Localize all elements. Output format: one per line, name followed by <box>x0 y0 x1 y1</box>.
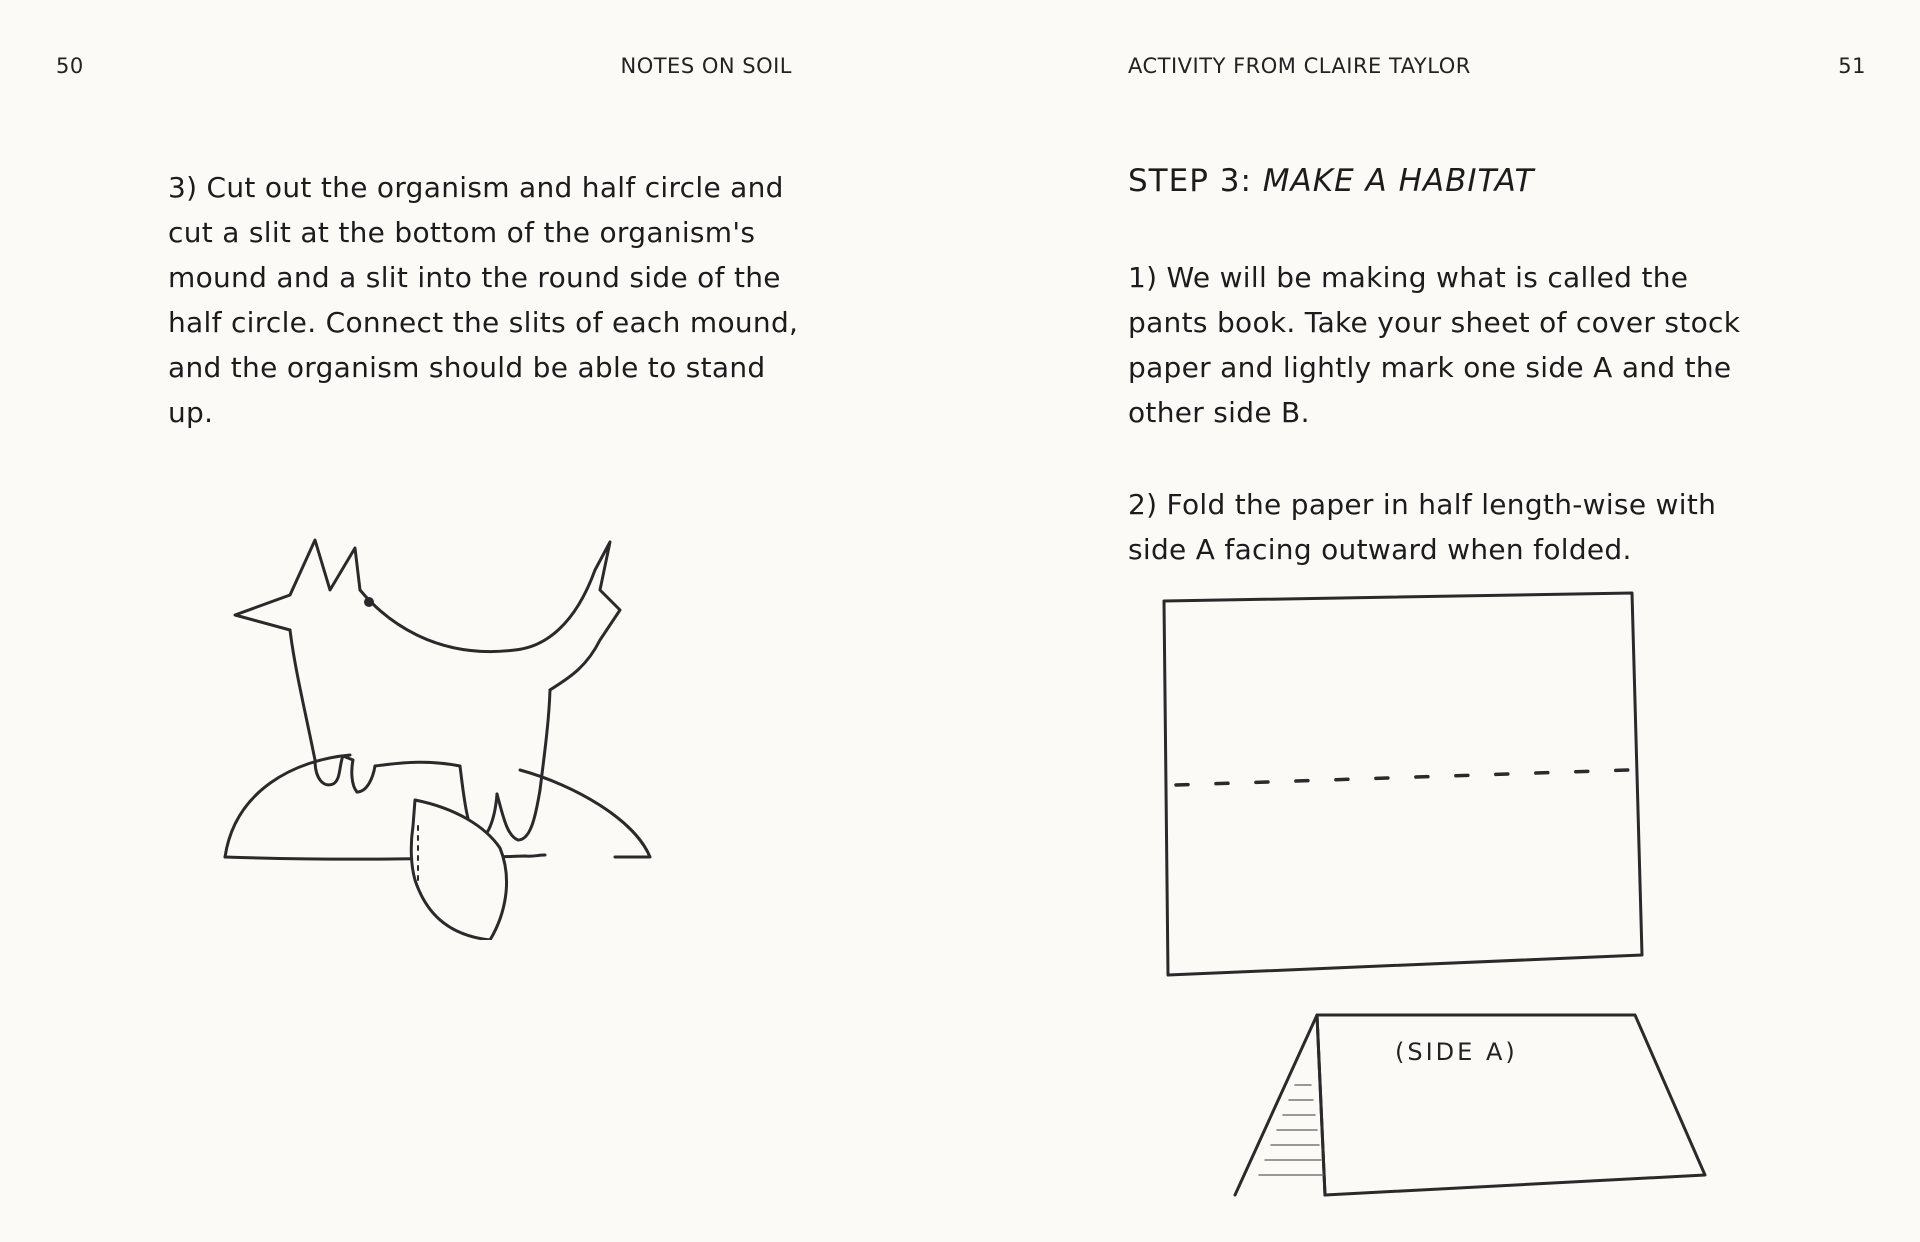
paper-sheet-fold-illustration <box>1150 585 1650 985</box>
instruction-step-3: 3) Cut out the organism and half circle and cut a slit at the bottom of the organism's mound and a slit into the round side of the half circle. Connect the slits of each mound, and the organism should be able to stand up. <box>168 171 799 429</box>
step-heading <box>1128 163 1534 199</box>
running-head-left: NOTES ON SOIL <box>620 54 792 78</box>
instruction-step-1: 1) We will be making what is called the pants book. Take your sheet of cover stock paper and lightly mark one side A and the other side B. <box>1128 261 1741 429</box>
side-a-label: (SIDE A) <box>1395 1038 1518 1066</box>
running-head-right: ACTIVITY FROM CLAIRE TAYLOR <box>1128 54 1471 78</box>
folded-tent-illustration <box>1225 1005 1715 1215</box>
page-number-left: 50 <box>56 54 84 78</box>
instruction-step-2: 2) Fold the paper in half length-wise with side A facing outward when folded. <box>1128 488 1717 566</box>
step-title: MAKE A HABITAT <box>1262 163 1535 199</box>
fox-on-mound-illustration <box>215 530 675 940</box>
page-number-right: 51 <box>1838 54 1866 78</box>
step-label: STEP 3: <box>1128 163 1252 199</box>
